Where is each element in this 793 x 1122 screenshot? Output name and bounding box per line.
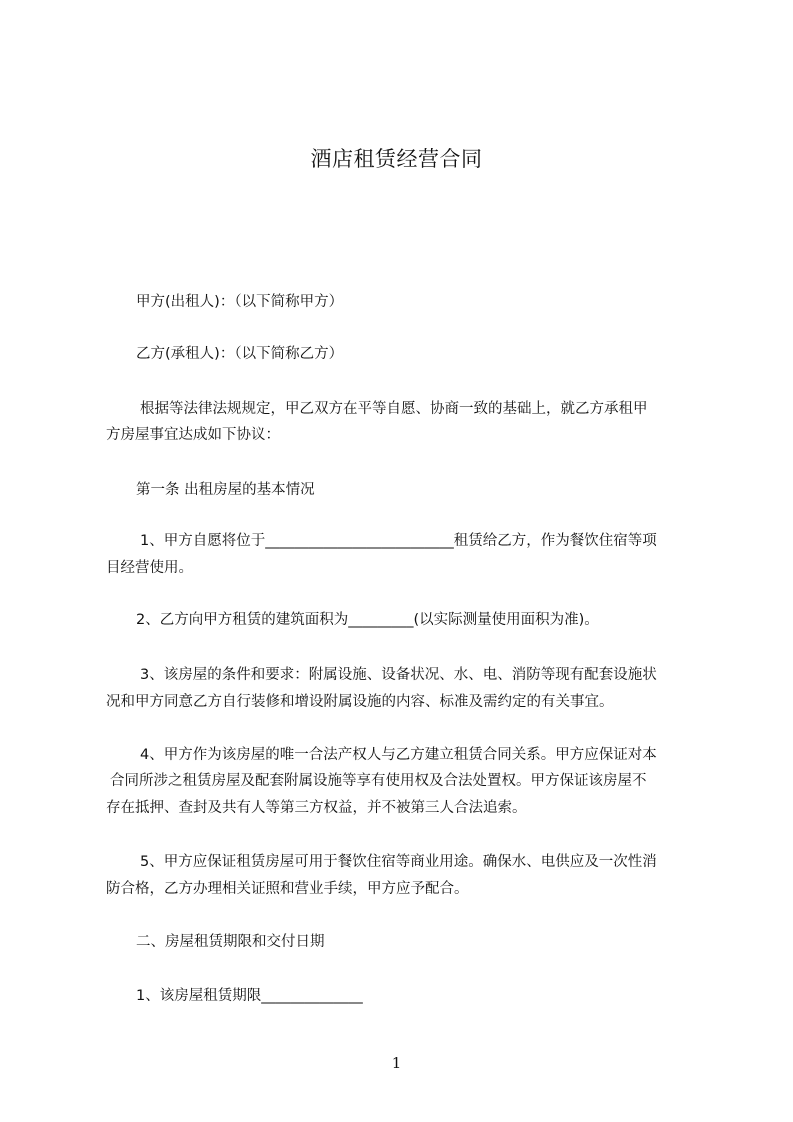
clause-3-line-1: 3、该房屋的条件和要求：附属设施、设备状况、水、电、消防等现有配套设施状 [140, 667, 657, 683]
intro-line-2: 方房屋事宜达成如下协议： [106, 427, 280, 443]
clause-3-line-2: 况和甲方同意乙方自行装修和增设附属设施的内容、标准及需约定的有关事宜。 [106, 694, 614, 710]
section-2-clause-1: 1、该房屋租赁期限______________ [136, 988, 363, 1004]
clause-1-line-2: 目经营使用。 [106, 560, 193, 576]
intro-line-1: 根据等法律法规规定，甲乙双方在平等自愿、协商一致的基础上，就乙方承租甲 [140, 401, 648, 417]
article-1-heading: 第一条 出租房屋的基本情况 [136, 482, 315, 498]
clause-4-line-2: 合同所涉之租赁房屋及配套附属设施等享有使用权及合法处置权。甲方保证该房屋不 [110, 773, 647, 789]
clause-4-line-3: 存在抵押、查封及共有人等第三方权益，并不被第三人合法追索。 [106, 800, 527, 816]
clause-5-line-2: 防合格，乙方办理相关证照和营业手续，甲方应予配合。 [106, 881, 469, 897]
party-b-line: 乙方(承租人)：（以下简称乙方） [136, 346, 344, 362]
document-title: 酒店租赁经营合同 [310, 147, 483, 171]
page-number: 1 [391, 1054, 402, 1072]
clause-5-line-1: 5、甲方应保证租赁房屋可用于餐饮住宿等商业用途。确保水、电供应及一次性消 [140, 854, 657, 870]
party-a-line: 甲方(出租人)：（以下简称甲方） [136, 294, 344, 310]
section-2-heading: 二、房屋租赁期限和交付日期 [136, 934, 325, 950]
clause-4-line-1: 4、甲方作为该房屋的唯一合法产权人与乙方建立租赁合同关系。甲方应保证对本 [140, 747, 657, 763]
clause-1-line-1: 1、甲方自愿将位于__________________________租赁给乙方，作为餐饮住宿等项 [140, 533, 657, 549]
clause-2-line: 2、乙方向甲方租赁的建筑面积为_________(以实际测量使用面积为准)。 [136, 612, 599, 628]
